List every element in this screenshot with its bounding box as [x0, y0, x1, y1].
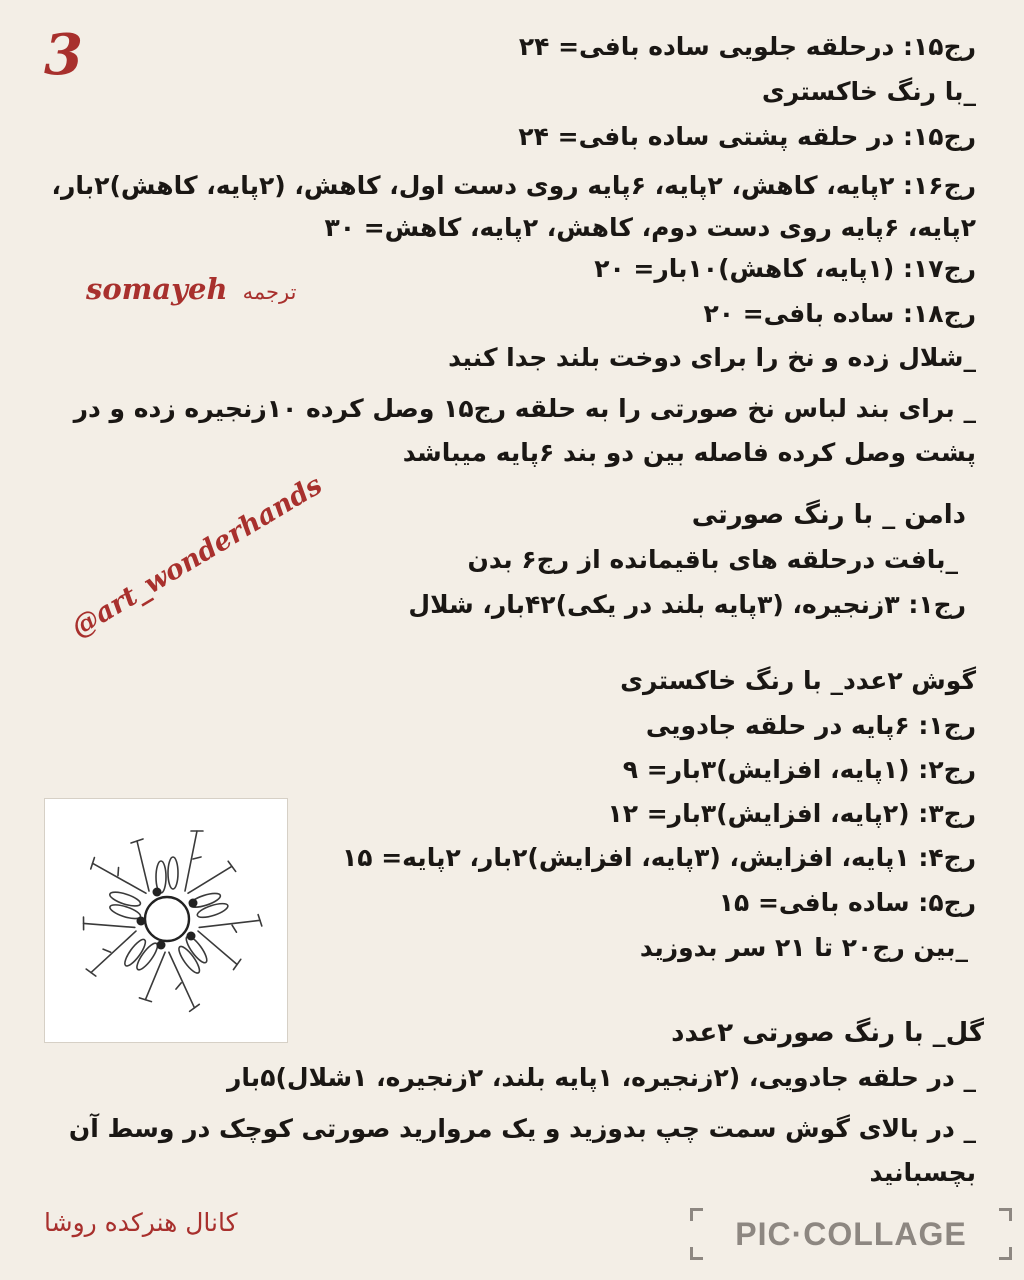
translator-name: somayeh [86, 272, 228, 306]
flower-diagram-icon [45, 799, 287, 1042]
instruction-line: _بین رج۲۰ تا ۲۱ سر بدوزید [639, 933, 968, 962]
instruction-line: رج۱: ۶پایه در حلقه جادویی [645, 711, 976, 740]
instruction-line: رج۴: ۱پایه، افزایش، (۳پایه، افزایش)۲بار، ۲پایه= ۱۵ [341, 843, 976, 872]
instruction-line: رج۱: ۳زنجیره، (۳پایه بلند در یکی)۴۲بار، شلال [408, 590, 966, 619]
instruction-line: رج۱۵: در حلقه پشتی ساده بافی= ۲۴ [518, 122, 976, 151]
instagram-handle: @art_wonderhands [66, 469, 328, 644]
instruction-line: رج۱۸: ساده بافی= ۲۰ [703, 299, 976, 328]
channel-credit: کانال هنرکده روشا [44, 1208, 238, 1237]
instruction-line: _ برای بند لباس نخ صورتی را به حلقه رج۱۵ وصل کرده ۱۰زنجیره زده و در پشت وصل کرده فاصله بین دو بند ۶پایه میباشد [73, 394, 976, 467]
instruction-line: _ در حلقه جادویی، (۲زنجیره، ۱پایه بلند، ۲زنجیره، ۱شلال)۵بار [227, 1063, 976, 1092]
instruction-line: رج۱۵: درحلقه جلویی ساده بافی= ۲۴ [518, 32, 976, 61]
watermark-text: PIC·COLLAGE [735, 1215, 967, 1252]
instruction-line: _با رنگ خاکستری [761, 77, 976, 106]
translator-credit [86, 272, 296, 306]
instruction-line: _ در بالای گوش سمت چپ بدوزید و یک مروارید صورتی کوچک در وسط آن بچسبانید [68, 1114, 976, 1187]
instruction-line: رج۱۶: ۲پایه، کاهش، ۲پایه، ۶پایه روی دست اول، کاهش، (۲پایه، کاهش)۲بار، ۲پایه، ۶پایه روی دست دوم، کاهش، ۲پایه، کاهش= ۳۰ [51, 171, 976, 242]
instruction-line: رج۱۷: (۱پایه، کاهش)۱۰بار= ۲۰ [594, 254, 976, 283]
instruction-line: رج۵: ساده بافی= ۱۵ [718, 888, 976, 917]
section-heading-skirt: دامن _ با رنگ صورتی [691, 500, 966, 530]
pic-collage-watermark [690, 1208, 1012, 1260]
translator-label: ترجمه [242, 280, 297, 304]
page-number: 3 [44, 22, 83, 88]
section-heading-ears: گوش ۲عدد_ با رنگ خاکستری [620, 666, 976, 695]
instruction-line: رج۲: (۱پایه، افزایش)۳بار= ۹ [622, 755, 976, 784]
flower-stitch-diagram [44, 798, 288, 1043]
instruction-line: رج۳: (۲پایه، افزایش)۳بار= ۱۲ [607, 799, 976, 828]
instruction-line: _شلال زده و نخ را برای دوخت بلند جدا کنید [448, 343, 976, 372]
instruction-line: _بافت درحلقه های باقیمانده از رج۶ بدن [467, 545, 958, 574]
section-heading-flower: گل_ با رنگ صورتی ۲عدد [671, 1018, 984, 1048]
